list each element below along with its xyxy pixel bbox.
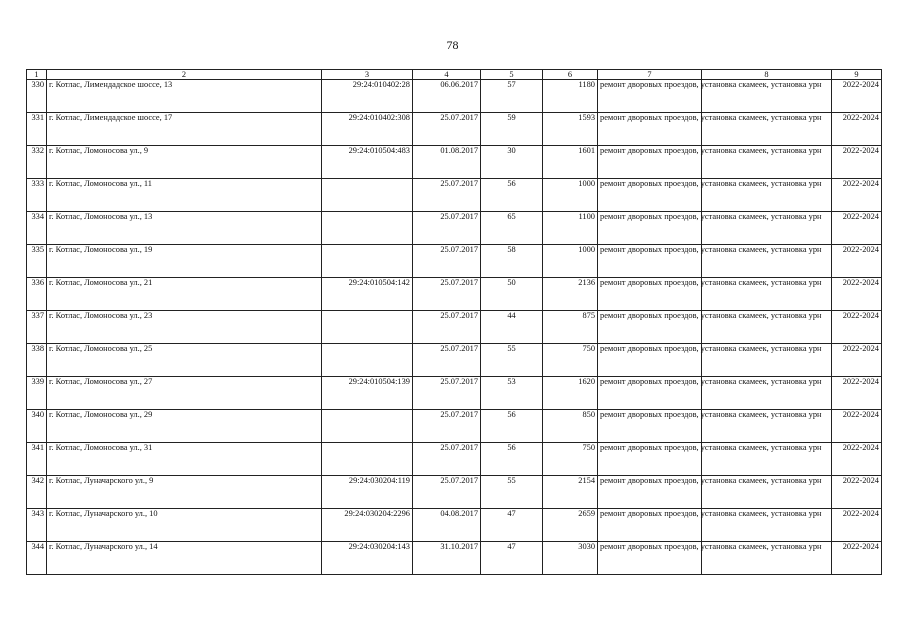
table-row bbox=[27, 146, 882, 179]
table-body bbox=[27, 80, 882, 575]
column-5-cell: 65 bbox=[481, 212, 543, 245]
period-cell: 2022-2024 bbox=[832, 245, 882, 278]
column-header-9: 9 bbox=[832, 70, 882, 80]
cadastral-number-cell bbox=[322, 179, 413, 212]
works-cell: ремонт дворовых проездов, установка скамеек, установка урн bbox=[598, 344, 702, 377]
column-5-cell: 47 bbox=[481, 509, 543, 542]
row-number: 338 bbox=[27, 344, 47, 377]
address-cell: г. Котлас, Ломоносова ул., 31 bbox=[47, 443, 322, 476]
address-cell: г. Котлас, Ломоносова ул., 27 bbox=[47, 377, 322, 410]
cadastral-number-cell: 29:24:030204:2296 bbox=[322, 509, 413, 542]
address-cell: г. Котлас, Ломоносова ул., 29 bbox=[47, 410, 322, 443]
row-number: 340 bbox=[27, 410, 47, 443]
cadastral-number-cell bbox=[322, 212, 413, 245]
period-cell: 2022-2024 bbox=[832, 212, 882, 245]
column-5-cell: 59 bbox=[481, 113, 543, 146]
column-5-cell: 50 bbox=[481, 278, 543, 311]
row-number: 331 bbox=[27, 113, 47, 146]
address-cell: г. Котлас, Ломоносова ул., 25 bbox=[47, 344, 322, 377]
period-cell: 2022-2024 bbox=[832, 443, 882, 476]
column-6-cell: 2154 bbox=[543, 476, 598, 509]
column-5-cell: 56 bbox=[481, 410, 543, 443]
row-number: 341 bbox=[27, 443, 47, 476]
works-cell: ремонт дворовых проездов, установка скамеек, установка урн bbox=[598, 410, 702, 443]
table-row bbox=[27, 542, 882, 575]
table-row bbox=[27, 443, 882, 476]
date-cell: 25.07.2017 bbox=[413, 443, 481, 476]
column-6-cell: 875 bbox=[543, 311, 598, 344]
table-row bbox=[27, 212, 882, 245]
period-cell: 2022-2024 bbox=[832, 80, 882, 113]
address-cell: г. Котлас, Ломоносова ул., 9 bbox=[47, 146, 322, 179]
works-cell: ремонт дворовых проездов, установка скамеек, установка урн bbox=[598, 476, 702, 509]
cadastral-number-cell bbox=[322, 443, 413, 476]
period-cell: 2022-2024 bbox=[832, 113, 882, 146]
date-cell: 25.07.2017 bbox=[413, 212, 481, 245]
column-header-3: 3 bbox=[322, 70, 413, 80]
column-6-cell: 2659 bbox=[543, 509, 598, 542]
cadastral-number-cell: 29:24:030204:119 bbox=[322, 476, 413, 509]
period-cell: 2022-2024 bbox=[832, 179, 882, 212]
column-6-cell: 1000 bbox=[543, 245, 598, 278]
works-cell: ремонт дворовых проездов, установка скамеек, установка урн bbox=[598, 377, 702, 410]
column-6-cell: 850 bbox=[543, 410, 598, 443]
works-cell: ремонт дворовых проездов, установка скамеек, установка урн bbox=[598, 80, 702, 113]
column-header-7: 7 bbox=[598, 70, 702, 80]
date-cell: 06.06.2017 bbox=[413, 80, 481, 113]
row-number: 337 bbox=[27, 311, 47, 344]
works-cell: ремонт дворовых проездов, установка скамеек, установка урн bbox=[598, 443, 702, 476]
date-cell: 25.07.2017 bbox=[413, 311, 481, 344]
column-6-cell: 1180 bbox=[543, 80, 598, 113]
column-6-cell: 3030 bbox=[543, 542, 598, 575]
works-cell: ремонт дворовых проездов, установка скамеек, установка урн bbox=[598, 278, 702, 311]
date-cell: 25.07.2017 bbox=[413, 344, 481, 377]
column-6-cell: 1593 bbox=[543, 113, 598, 146]
cadastral-number-cell: 29:24:010402:308 bbox=[322, 113, 413, 146]
cadastral-number-cell: 29:24:010504:483 bbox=[322, 146, 413, 179]
period-cell: 2022-2024 bbox=[832, 410, 882, 443]
cadastral-number-cell bbox=[322, 410, 413, 443]
table-row bbox=[27, 80, 882, 113]
date-cell: 25.07.2017 bbox=[413, 476, 481, 509]
address-cell: г. Котлас, Луначарского ул., 10 bbox=[47, 509, 322, 542]
period-cell: 2022-2024 bbox=[832, 146, 882, 179]
row-number: 342 bbox=[27, 476, 47, 509]
cadastral-number-cell: 29:24:010504:142 bbox=[322, 278, 413, 311]
table-row bbox=[27, 113, 882, 146]
table-row bbox=[27, 179, 882, 212]
works-cell: ремонт дворовых проездов, установка скамеек, установка урн bbox=[598, 113, 702, 146]
address-cell: г. Котлас, Ломоносова ул., 21 bbox=[47, 278, 322, 311]
date-cell: 25.07.2017 bbox=[413, 179, 481, 212]
period-cell: 2022-2024 bbox=[832, 509, 882, 542]
cadastral-number-cell bbox=[322, 344, 413, 377]
column-header-4: 4 bbox=[413, 70, 481, 80]
row-number: 334 bbox=[27, 212, 47, 245]
column-header-8: 8 bbox=[702, 70, 832, 80]
period-cell: 2022-2024 bbox=[832, 311, 882, 344]
table-row bbox=[27, 476, 882, 509]
period-cell: 2022-2024 bbox=[832, 542, 882, 575]
cadastral-number-cell bbox=[322, 311, 413, 344]
column-header-2: 2 bbox=[47, 70, 322, 80]
row-number: 336 bbox=[27, 278, 47, 311]
row-number: 339 bbox=[27, 377, 47, 410]
address-cell: г. Котлас, Ломоносова ул., 19 bbox=[47, 245, 322, 278]
cadastral-number-cell bbox=[322, 245, 413, 278]
works-cell: ремонт дворовых проездов, установка скамеек, установка урн bbox=[598, 311, 702, 344]
date-cell: 01.08.2017 bbox=[413, 146, 481, 179]
address-cell: г. Котлас, Ломоносова ул., 11 bbox=[47, 179, 322, 212]
column-5-cell: 55 bbox=[481, 344, 543, 377]
row-number: 332 bbox=[27, 146, 47, 179]
table-row bbox=[27, 377, 882, 410]
column-header-5: 5 bbox=[481, 70, 543, 80]
column-6-cell: 750 bbox=[543, 344, 598, 377]
table-row bbox=[27, 509, 882, 542]
cadastral-number-cell: 29:24:010504:139 bbox=[322, 377, 413, 410]
period-cell: 2022-2024 bbox=[832, 377, 882, 410]
column-6-cell: 1100 bbox=[543, 212, 598, 245]
column-5-cell: 47 bbox=[481, 542, 543, 575]
works-cell: ремонт дворовых проездов, установка скамеек, установка урн bbox=[598, 509, 702, 542]
period-cell: 2022-2024 bbox=[832, 476, 882, 509]
column-6-cell: 2136 bbox=[543, 278, 598, 311]
column-header-1: 1 bbox=[27, 70, 47, 80]
row-number: 333 bbox=[27, 179, 47, 212]
address-cell: г. Котлас, Лимендадское шоссе, 13 bbox=[47, 80, 322, 113]
address-cell: г. Котлас, Ломоносова ул., 13 bbox=[47, 212, 322, 245]
column-header-6: 6 bbox=[543, 70, 598, 80]
row-number: 344 bbox=[27, 542, 47, 575]
row-number: 343 bbox=[27, 509, 47, 542]
column-5-cell: 57 bbox=[481, 80, 543, 113]
works-cell: ремонт дворовых проездов, установка скамеек, установка урн bbox=[598, 146, 702, 179]
table-row bbox=[27, 278, 882, 311]
date-cell: 25.07.2017 bbox=[413, 377, 481, 410]
row-number: 330 bbox=[27, 80, 47, 113]
date-cell: 31.10.2017 bbox=[413, 542, 481, 575]
table-row bbox=[27, 245, 882, 278]
cadastral-number-cell: 29:24:010402:28 bbox=[322, 80, 413, 113]
address-cell: г. Котлас, Ломоносова ул., 23 bbox=[47, 311, 322, 344]
address-cell: г. Котлас, Луначарского ул., 14 bbox=[47, 542, 322, 575]
page-number: 78 bbox=[446, 38, 459, 52]
works-cell: ремонт дворовых проездов, установка скамеек, установка урн bbox=[598, 212, 702, 245]
date-cell: 04.08.2017 bbox=[413, 509, 481, 542]
table-row bbox=[27, 410, 882, 443]
column-5-cell: 58 bbox=[481, 245, 543, 278]
register-table bbox=[26, 69, 882, 575]
header-row bbox=[27, 70, 882, 80]
address-cell: г. Котлас, Луначарского ул., 9 bbox=[47, 476, 322, 509]
date-cell: 25.07.2017 bbox=[413, 245, 481, 278]
row-number: 335 bbox=[27, 245, 47, 278]
column-6-cell: 750 bbox=[543, 443, 598, 476]
column-5-cell: 56 bbox=[481, 179, 543, 212]
table-row bbox=[27, 344, 882, 377]
column-5-cell: 44 bbox=[481, 311, 543, 344]
table-row bbox=[27, 311, 882, 344]
table-header bbox=[27, 70, 882, 80]
column-6-cell: 1620 bbox=[543, 377, 598, 410]
period-cell: 2022-2024 bbox=[832, 278, 882, 311]
column-5-cell: 56 bbox=[481, 443, 543, 476]
column-5-cell: 53 bbox=[481, 377, 543, 410]
address-cell: г. Котлас, Лимендадское шоссе, 17 bbox=[47, 113, 322, 146]
column-6-cell: 1000 bbox=[543, 179, 598, 212]
works-cell: ремонт дворовых проездов, установка скамеек, установка урн bbox=[598, 542, 702, 575]
column-6-cell: 1601 bbox=[543, 146, 598, 179]
date-cell: 25.07.2017 bbox=[413, 278, 481, 311]
column-5-cell: 55 bbox=[481, 476, 543, 509]
period-cell: 2022-2024 bbox=[832, 344, 882, 377]
column-5-cell: 30 bbox=[481, 146, 543, 179]
works-cell: ремонт дворовых проездов, установка скамеек, установка урн bbox=[598, 245, 702, 278]
works-cell: ремонт дворовых проездов, установка скамеек, установка урн bbox=[598, 179, 702, 212]
date-cell: 25.07.2017 bbox=[413, 113, 481, 146]
date-cell: 25.07.2017 bbox=[413, 410, 481, 443]
cadastral-number-cell: 29:24:030204:143 bbox=[322, 542, 413, 575]
